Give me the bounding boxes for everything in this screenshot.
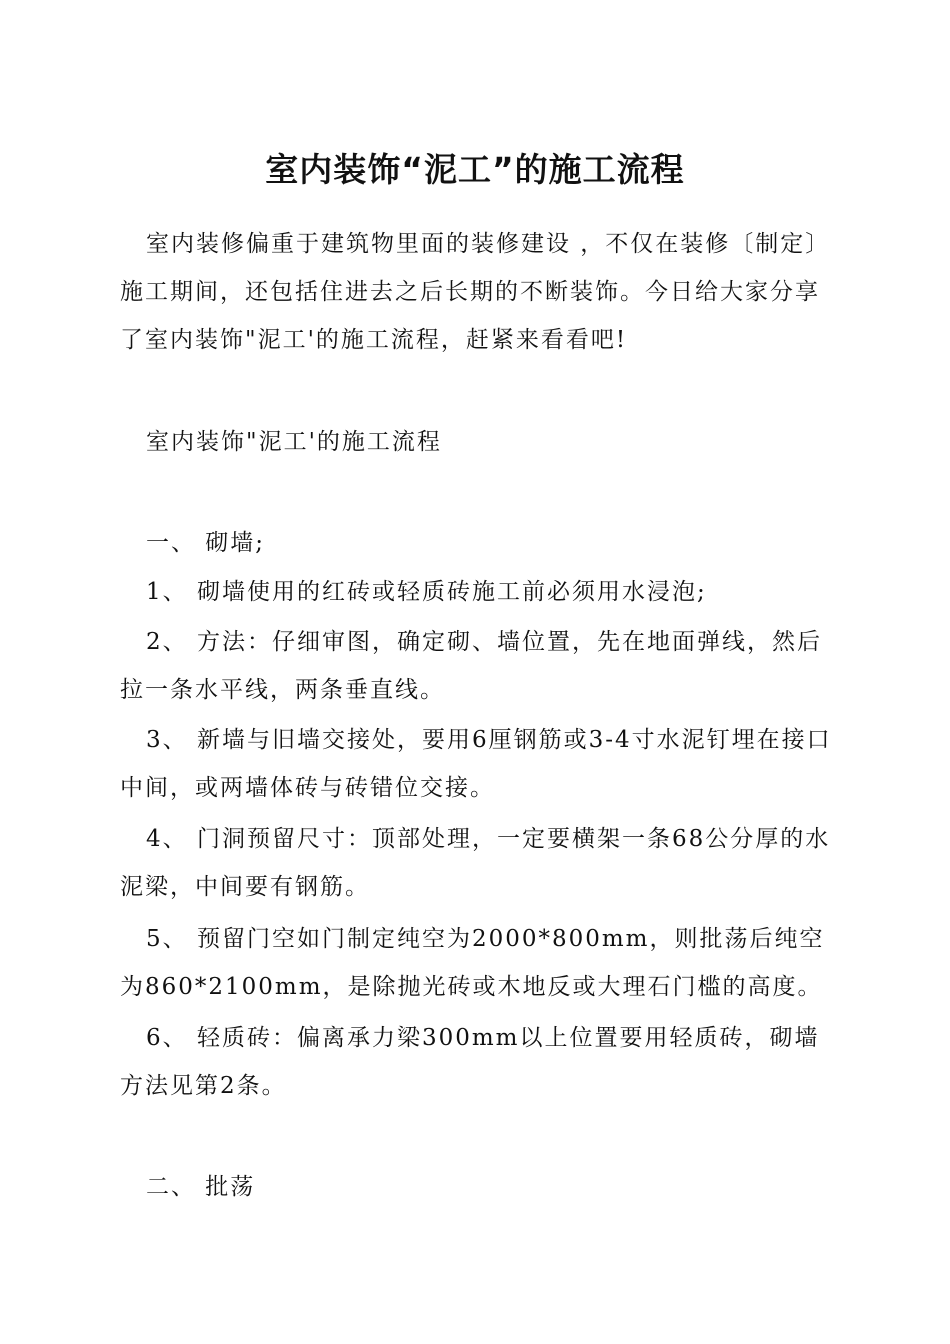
list-item-5: 5、 预留门空如门制定纯空为2000*800mm，则批荡后纯空为860*2100mm，是除抛光砖或木地反或大理石门槛的高度。	[120, 926, 825, 1000]
intro-paragraph: 室内装修偏重于建筑物里面的装修建设 ，不仅在装修〔制定〕施工期间，还包括住进去之后长期的不断装饰。今日给大家分享了室内装饰"泥工'的施工流程，赶紧来看看吧!	[120, 231, 831, 353]
section-2-heading: 二、 批荡	[146, 1174, 256, 1200]
list-item-4: 4、 门洞预留尺寸：顶部处理，一定要横架一条68公分厚的水泥梁，中间要有钢筋。	[120, 826, 831, 900]
list-item-1: 1、 砌墙使用的红砖或轻质砖施工前必须用水浸泡;	[146, 579, 707, 605]
list-item-2: 2、 方法：仔细审图，确定砌、墙位置，先在地面弹线，然后拉一条水平线，两条垂直线。	[120, 629, 822, 703]
list-item-3: 3、 新墙与旧墙交接处，要用6厘钢筋或3-4寸水泥钉埋在接口中间，或两墙体砖与砖错位交接。	[120, 727, 832, 801]
document-title: 室内装饰“泥工”的施工流程	[265, 150, 685, 189]
subtitle-heading: 室内装饰"泥工'的施工流程	[146, 429, 442, 455]
section-1-heading: 一、 砌墙;	[146, 530, 266, 556]
list-item-6: 6、 轻质砖：偏离承力梁300mm以上位置要用轻质砖，砌墙方法见第2条。	[120, 1025, 820, 1099]
